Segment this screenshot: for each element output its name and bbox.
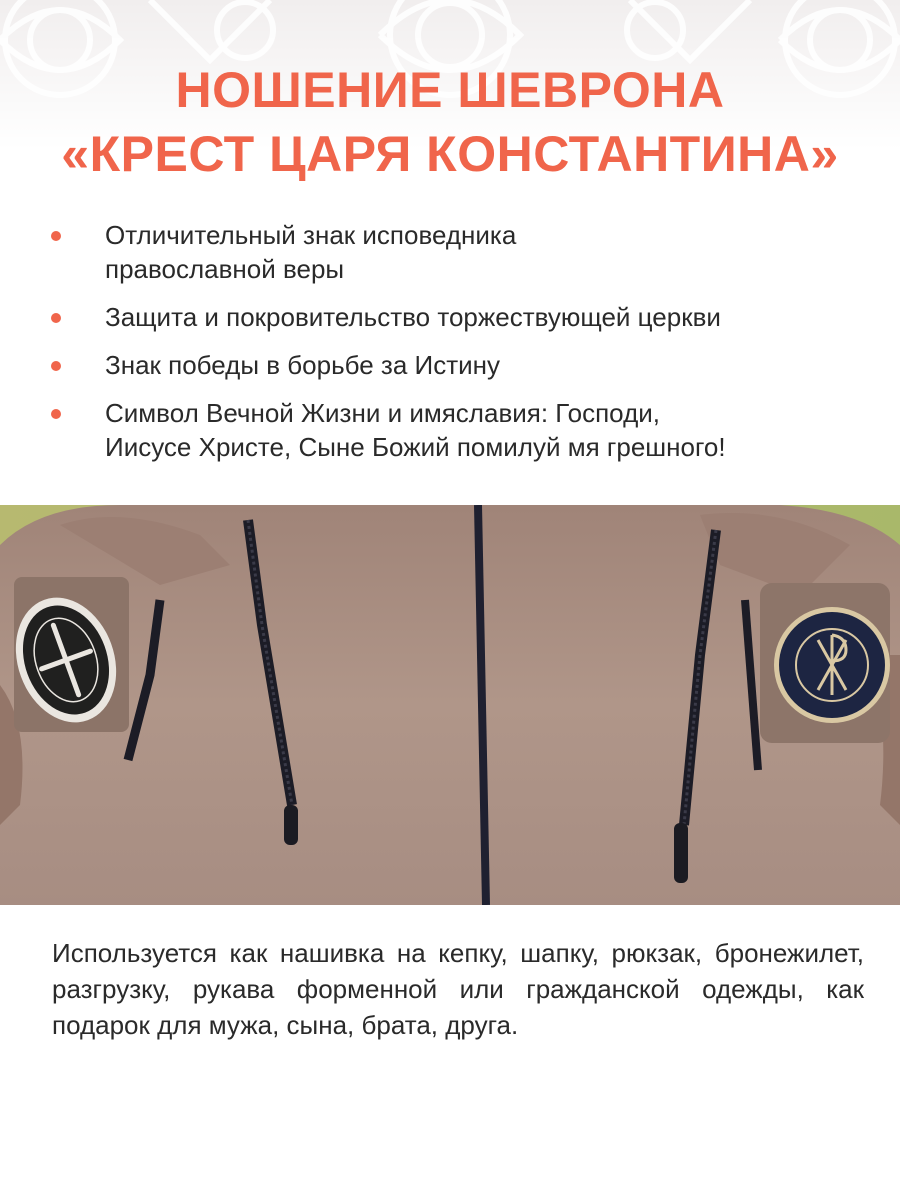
bullet-text: Отличительный знак исповедника православной веры bbox=[105, 220, 517, 284]
bullet-text: Символ Вечной Жизни и имяславия: Господи, Иисусе Христе, Сыне Божий помилуй мя грешного! bbox=[105, 398, 726, 462]
right-patch bbox=[774, 607, 890, 723]
jacket-photo bbox=[0, 505, 900, 905]
bullet-item bbox=[0, 348, 900, 382]
bullet-dot-icon bbox=[51, 231, 61, 241]
bullet-item bbox=[0, 218, 900, 286]
title-line-1: НОШЕНИЕ ШЕВРОНА bbox=[175, 62, 725, 118]
bullet-list bbox=[0, 218, 900, 478]
page-title bbox=[0, 58, 900, 186]
bullet-dot-icon bbox=[51, 409, 61, 419]
title-line-2: «КРЕСТ ЦАРЯ КОНСТАНТИНА» bbox=[61, 126, 839, 182]
bullet-dot-icon bbox=[51, 361, 61, 371]
bullet-dot-icon bbox=[51, 313, 61, 323]
bullet-text: Защита и покровительство торжествующей церкви bbox=[105, 302, 721, 332]
bullet-item bbox=[0, 396, 900, 464]
bullet-item bbox=[0, 300, 900, 334]
usage-description: Используется как нашивка на кепку, шапку, рюкзак, бронежилет, разгрузку, рукава форменной или гражданской одежды, как подарок для мужа, сына, брата, друга. bbox=[52, 938, 864, 1040]
bullet-text: Знак победы в борьбе за Истину bbox=[105, 350, 500, 380]
